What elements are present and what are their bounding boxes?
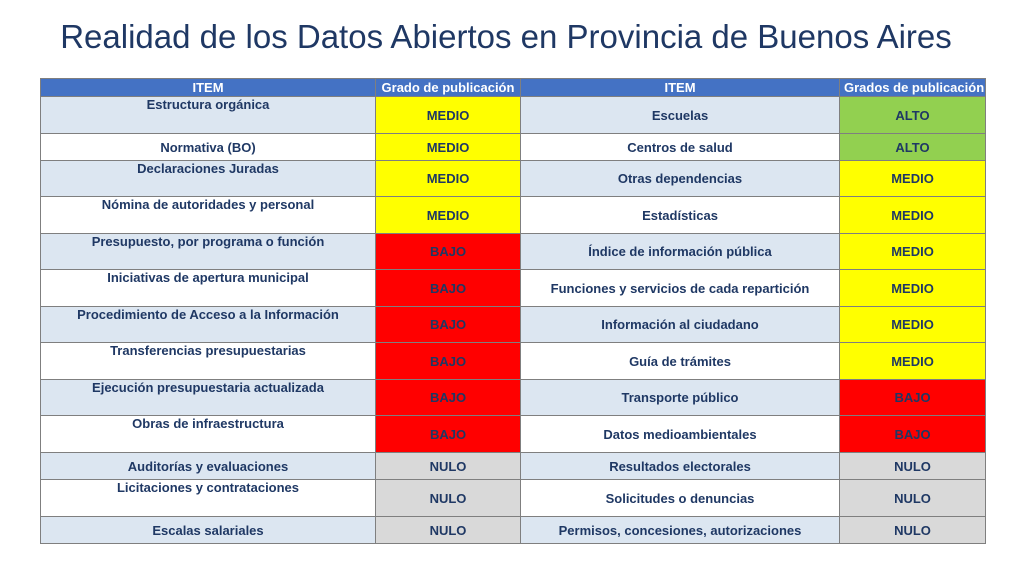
- right-grade-cell: ALTO: [840, 134, 986, 161]
- left-grade-cell: MEDIO: [376, 134, 521, 161]
- left-grade-cell: MEDIO: [376, 97, 521, 134]
- right-grade-cell: MEDIO: [840, 197, 986, 234]
- right-grade-cell: NULO: [840, 480, 986, 517]
- header-item-left: ITEM: [41, 79, 376, 97]
- table-row: [41, 270, 986, 307]
- left-item-cell: Nómina de autoridades y personal: [41, 197, 376, 234]
- right-grade-cell: MEDIO: [840, 161, 986, 197]
- right-item-cell: Solicitudes o denuncias: [521, 480, 840, 517]
- left-item-cell: Licitaciones y contrataciones: [41, 480, 376, 517]
- left-item-cell: Iniciativas de apertura municipal: [41, 270, 376, 307]
- table-row: [41, 234, 986, 270]
- table-row: [41, 343, 986, 380]
- right-item-cell: Funciones y servicios de cada repartición: [521, 270, 840, 307]
- left-item-cell: Escalas salariales: [41, 517, 376, 544]
- table-row: [41, 480, 986, 517]
- right-item-cell: Índice de información pública: [521, 234, 840, 270]
- right-grade-cell: MEDIO: [840, 270, 986, 307]
- left-grade-cell: BAJO: [376, 343, 521, 380]
- right-item-cell: Permisos, concesiones, autorizaciones: [521, 517, 840, 544]
- left-item-cell: Presupuesto, por programa o función: [41, 234, 376, 270]
- left-item-cell: Obras de infraestructura: [41, 416, 376, 453]
- left-grade-cell: BAJO: [376, 307, 521, 343]
- right-item-cell: Estadísticas: [521, 197, 840, 234]
- right-item-cell: Centros de salud: [521, 134, 840, 161]
- right-item-cell: Guía de trámites: [521, 343, 840, 380]
- right-item-cell: Datos medioambientales: [521, 416, 840, 453]
- right-item-cell: Resultados electorales: [521, 453, 840, 480]
- left-grade-cell: MEDIO: [376, 197, 521, 234]
- table-row: [41, 97, 986, 134]
- right-grade-cell: MEDIO: [840, 343, 986, 380]
- right-grade-cell: BAJO: [840, 416, 986, 453]
- left-grade-cell: MEDIO: [376, 161, 521, 197]
- left-grade-cell: NULO: [376, 480, 521, 517]
- right-grade-cell: NULO: [840, 517, 986, 544]
- left-grade-cell: NULO: [376, 453, 521, 480]
- left-item-cell: Normativa (BO): [41, 134, 376, 161]
- right-grade-cell: NULO: [840, 453, 986, 480]
- left-item-cell: Ejecución presupuestaria actualizada: [41, 380, 376, 416]
- table-row: [41, 134, 986, 161]
- left-item-cell: Declaraciones Juradas: [41, 161, 376, 197]
- table-row: [41, 197, 986, 234]
- right-item-cell: Otras dependencias: [521, 161, 840, 197]
- open-data-table: [40, 78, 986, 544]
- table-row: [41, 161, 986, 197]
- right-item-cell: Escuelas: [521, 97, 840, 134]
- left-grade-cell: BAJO: [376, 416, 521, 453]
- table-header-row: [41, 79, 986, 97]
- table-row: [41, 416, 986, 453]
- left-item-cell: Auditorías y evaluaciones: [41, 453, 376, 480]
- left-item-cell: Procedimiento de Acceso a la Información: [41, 307, 376, 343]
- left-grade-cell: BAJO: [376, 380, 521, 416]
- right-grade-cell: MEDIO: [840, 234, 986, 270]
- header-grade-right: Grados de publicación: [840, 79, 986, 97]
- header-item-right: ITEM: [521, 79, 840, 97]
- right-grade-cell: ALTO: [840, 97, 986, 134]
- right-grade-cell: BAJO: [840, 380, 986, 416]
- table-row: [41, 380, 986, 416]
- right-item-cell: Transporte público: [521, 380, 840, 416]
- left-grade-cell: NULO: [376, 517, 521, 544]
- left-item-cell: Transferencias presupuestarias: [41, 343, 376, 380]
- left-item-cell: Estructura orgánica: [41, 97, 376, 134]
- table-row: [41, 453, 986, 480]
- table-row: [41, 307, 986, 343]
- left-grade-cell: BAJO: [376, 234, 521, 270]
- right-item-cell: Información al ciudadano: [521, 307, 840, 343]
- left-grade-cell: BAJO: [376, 270, 521, 307]
- page-title: Realidad de los Datos Abiertos en Provincia de Buenos Aires: [60, 18, 952, 55]
- table-row: [41, 517, 986, 544]
- header-grade-left: Grado de publicación: [376, 79, 521, 97]
- right-grade-cell: MEDIO: [840, 307, 986, 343]
